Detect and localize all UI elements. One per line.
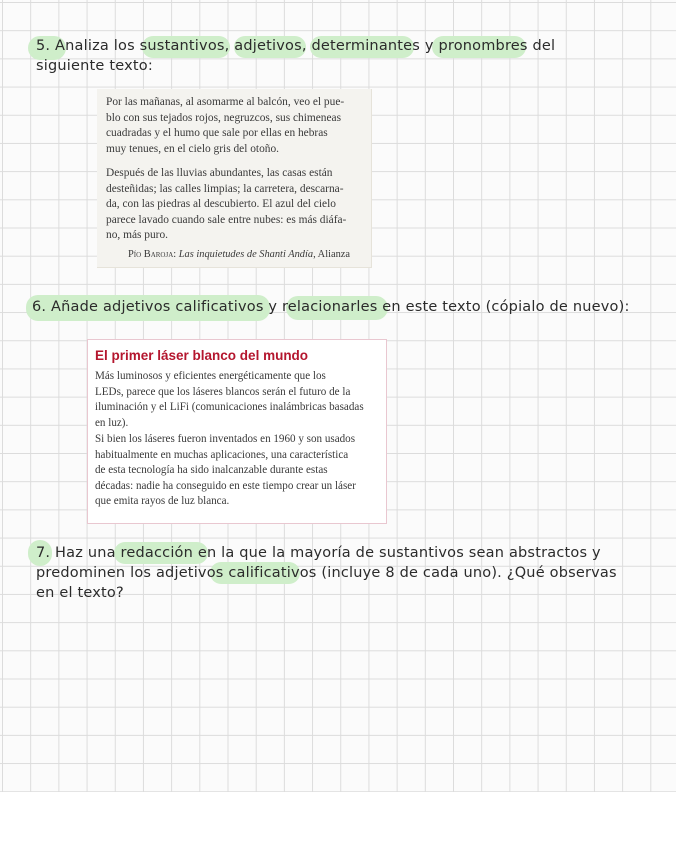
exercise-5-line-2: siguiente texto: [36, 58, 153, 74]
text-line: habitualmente en muchas aplicaciones, una característica [95, 448, 349, 461]
text-line: muy tenues, en el cielo gris del otoño. [106, 142, 280, 155]
citation-author: Pío Baroja: [128, 249, 177, 260]
text-line: Si bien los láseres fueron inventados en 1960 y son usados [95, 433, 356, 445]
citation-work: Las inquietudes de Shanti Andía [178, 249, 314, 260]
baroja-paragraph-1 [106, 95, 364, 157]
text-line: Por las mañanas, al asomarme al balcón, veo el pue- [106, 96, 345, 108]
text-line: no, más puro. [106, 229, 169, 241]
text-line: desteñidas; las calles limpias; la carretera, descarna- [106, 182, 344, 195]
exercise-7-line-2: predominen los adjetivos calificativos (incluye 8 de cada uno). ¿Qué observas [36, 565, 617, 581]
text-line: cuadradas y el humo que sale por ellas en hebras [106, 127, 328, 139]
baroja-citation [128, 249, 350, 260]
text-line: en luz). [95, 416, 129, 429]
exercise-5-line-1: 5. Analiza los sustantivos, adjetivos, determinantes y pronombres del [36, 38, 556, 54]
laser-paragraph-2 [95, 432, 379, 510]
exercise-6-line-1: 6. Añade adjetivos calificativos y relacionarles en este texto (cópialo de nuevo): [32, 299, 630, 315]
laser-paragraph-1 [95, 369, 379, 431]
text-line: LEDs, parece que los láseres blancos serán el futuro de la [95, 385, 351, 398]
page-bottom-margin [0, 792, 676, 848]
text-line: de esta tecnología ha sido inalcanzable durante estas [95, 464, 328, 476]
laser-text-title: El primer láser blanco del mundo [95, 348, 309, 363]
baroja-paragraph-2 [106, 166, 364, 244]
text-line: Después de las lluvias abundantes, las casas están [106, 167, 333, 179]
text-line: da, con las piedras al descubierto. El azul del cielo [106, 198, 336, 210]
text-line: que emita rayos de luz blanca. [95, 495, 230, 507]
text-line: Más luminosos y eficientes energéticamente que los [95, 370, 326, 382]
text-line: blo con sus tejados rojos, negruzcos, sus chimeneas [106, 111, 342, 124]
text-line: décadas: nadie ha conseguido en este tiempo crear un láser [95, 479, 356, 492]
text-line: parece lavado cuando sale entre nubes: es más diáfa- [106, 213, 347, 226]
citation-publisher: , Alianza [313, 249, 350, 260]
exercise-7-line-3: en el texto? [36, 585, 124, 601]
exercise-7-line-1: 7. Haz una redacción en la que la mayoría de sustantivos sean abstractos y [36, 545, 601, 561]
text-line: iluminación y el LiFi (comunicaciones inalámbricas basadas [95, 401, 364, 413]
